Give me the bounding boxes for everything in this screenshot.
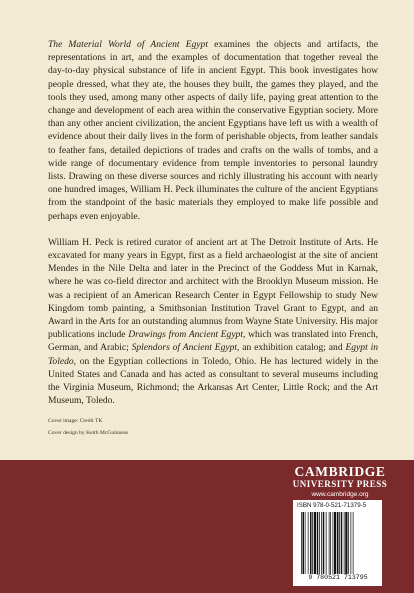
bio-text: , an exhibition catalog; and — [237, 342, 346, 354]
description-text: examines the objects and artifacts, the representations in art, and the examples of documentation that together reveal the day-to-day physical substance of life in ancient Egypt. This book investigates how people dressed, what they ate, the houses they built, the games they played, and the tools they used, among many other aspects of daily life, paying great attention to the change and development of each area within the conservative Egyptian society. More than any other ancient civilization, the ancient Egyptians have left us with a wealth of evidence about their daily lives in the form of perishable objects, from leather sandals to feather fans, detailed depictions of trades and crafts on the walls of tombs, and a wide range of documentary evidence from temple inventories to personal laundry lists. Drawing on these diverse sources and richly illustrating his account with nearly one hundred images, William H. Peck illuminates the culture of the ancient Egyptians from the standpoint of the basic materials they employed to make life possible and perhaps even enjoyable. — [48, 39, 379, 222]
bio-book-title: Drawings from Ancient Egypt — [128, 329, 243, 341]
barcode-panel — [293, 500, 382, 586]
cover-image-credit: Cover image: Credit TK — [48, 418, 103, 425]
book-description — [48, 38, 378, 223]
cover-design-credit: Cover design by Keith McGuinness — [48, 430, 129, 437]
barcode-icon — [301, 512, 374, 574]
back-cover-text — [48, 38, 378, 441]
publisher-url: www.cambridge.org — [311, 491, 369, 498]
author-bio — [48, 236, 378, 408]
bio-text: William H. Peck is retired curator of ancient art at The Detroit Institute of Arts. He excavated for many years in Egypt, first as a field archaeologist at the site of ancient Mendes in the Nile Delta and later in the Precinct of the Goddess Mut in Karnak, where he was co-field director and architect with the Brooklyn Museum mission. He was a recipient of an American Research Center in Egypt Fellowship to study New Kingdom tomb painting, a Smithsonian Institution Travel Grant to Egypt, and an Award in the Arts for an outstanding alumnus from Wayne State University. His major publications include — [48, 236, 378, 341]
bio-text: , on the Egyptian collections in Toledo, Ohio. He has lectured widely in the United States and Canada and has acted as consultant to several museums including the Virginia Museum, Richmond; the Arkansas Art Center, Little Rock; and the Art Museum, Toledo. — [48, 355, 378, 407]
isbn-label: ISBN 978-0-521-71379-5 — [297, 502, 367, 509]
publisher-press: UNIVERSITY PRESS — [292, 479, 388, 489]
bio-book-title: Splendors of Ancient Egypt — [131, 342, 238, 354]
book-title: The Material World of Ancient Egypt — [48, 39, 208, 50]
bio-book-title: Egypt in Toledo — [48, 342, 379, 367]
bio-text: , which was translated into French, German, and Arabic; — [48, 329, 379, 354]
publisher-logo — [292, 465, 388, 500]
cover-credits — [48, 417, 378, 437]
publisher-name: CAMBRIDGE — [294, 464, 386, 479]
barcode-digits: 9 780521 713795 — [308, 574, 368, 581]
